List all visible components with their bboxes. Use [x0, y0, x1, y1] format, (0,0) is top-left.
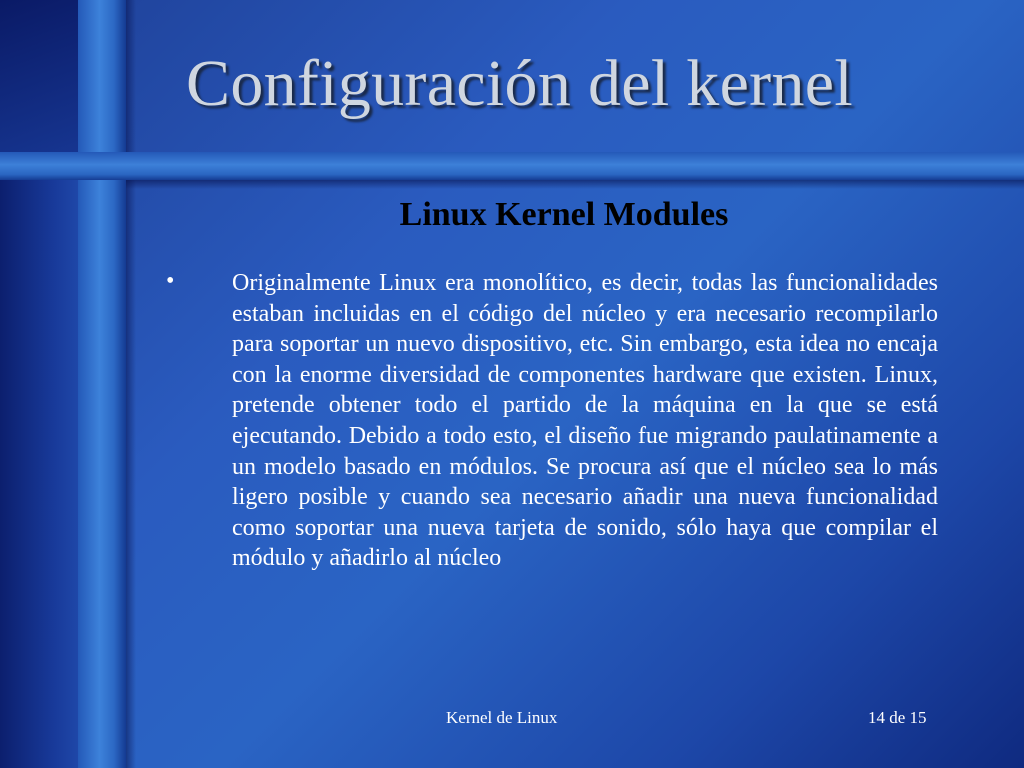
- bullet-text: Originalmente Linux era monolítico, es decir, todas las funcionalidades estaban incluidas en el código del núcleo y era necesario recompilarlo para soportar un nuevo dispositivo, etc. Sin embargo, esta idea no encaja con la enorme diversidad de componentes hardware que existen. Linux, pretende obtener todo el partido de la máquina en la que se está ejecutando. Debido a todo esto, el diseño fue migrando paulatinamente a un modelo basado en módulos. Se procura así que el núcleo sea lo más ligero posible y cuando sea necesario añadir una nueva funcionalidad como soportar una nueva tarjeta de sonido, sólo haya que compilar el módulo y añadirlo al núcleo: [232, 270, 938, 572]
- bullet-marker: •: [166, 268, 175, 294]
- slide-subtitle: Linux Kernel Modules: [399, 196, 729, 233]
- vertical-decorative-bar: [78, 0, 126, 768]
- horizontal-decorative-bar: [0, 152, 1024, 180]
- footer-title: Kernel de Linux: [446, 708, 558, 727]
- horizontal-bar-shadow: [126, 180, 1024, 189]
- slide-title: Configuración del kernel: [186, 47, 853, 120]
- vertical-bar-shadow: [126, 0, 136, 768]
- top-left-decorative-panel: [0, 0, 78, 152]
- slide-number: 14 de 15: [868, 708, 927, 727]
